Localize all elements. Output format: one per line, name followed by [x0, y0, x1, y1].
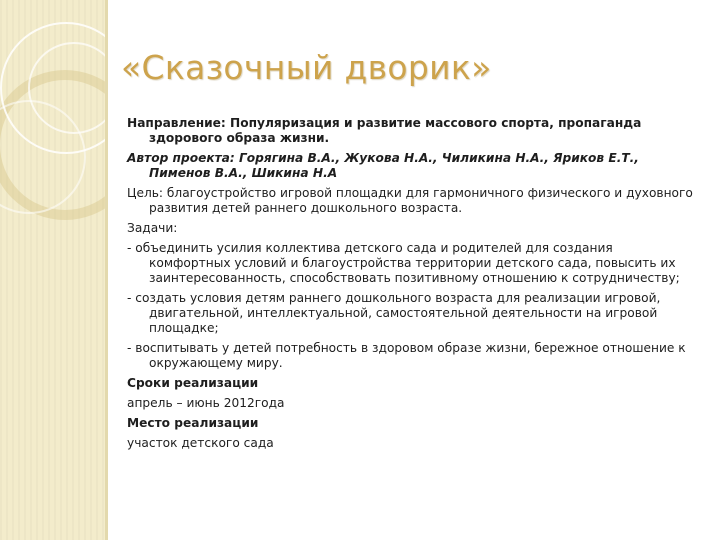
decorative-sidebar: [0, 0, 108, 540]
period-label: Сроки реализации: [127, 376, 259, 390]
task-item: - создать условия детям раннего дошкольного возраста для реализации игровой, двигательной, интеллектуальной, самостоятельной деятельности на игровой площадке;: [127, 291, 661, 335]
slide-title: «Сказочный дворик»: [121, 48, 492, 87]
authors-text: Автор проекта: Горягина В.А., Жукова Н.А., Чиликина Н.А., Яриков Е.Т., Пименов В.А., Шикина Н.А: [127, 151, 639, 180]
goal-text: Цель: благоустройство игровой площадки для гармоничного физического и духовного развития детей раннего дошкольного возраста.: [127, 186, 693, 215]
direction-text: Направление: Популяризация и развитие массового спорта, пропаганда здорового образа жизни.: [127, 116, 642, 145]
place-value: участок детского сада: [127, 436, 274, 450]
sidebar-edge: [105, 0, 108, 540]
period-value: апрель – июнь 2012года: [127, 396, 285, 410]
place-label: Место реализации: [127, 416, 259, 430]
tasks-label: Задачи:: [127, 221, 178, 235]
task-item: - объединить усилия коллектива детского сада и родителей для создания комфортных условий и благоустройства территории детского сада, повысить их заинтересованность, способствовать позитивному отношению к сотрудничеству;: [127, 241, 680, 285]
slide-body: [127, 116, 697, 456]
task-item: - воспитывать у детей потребность в здоровом образе жизни, бережное отношение к окружающему миру.: [127, 341, 686, 370]
